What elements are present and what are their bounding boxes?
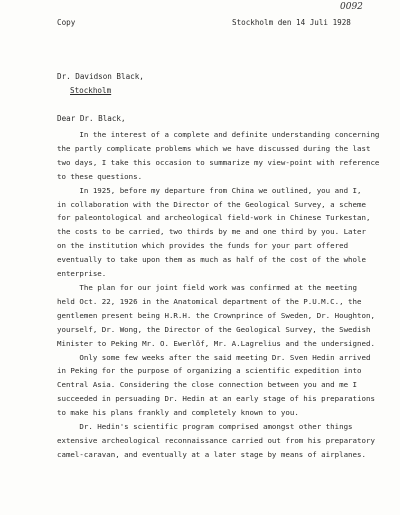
copy-label: Copy xyxy=(57,18,76,27)
date-line: Stockholm den 14 Juli 1928 xyxy=(232,18,351,27)
salutation: Dear Dr. Black, xyxy=(57,114,126,123)
recipient-name: Dr. Davidson Black, xyxy=(57,72,144,81)
handwritten-document-number: 0092 xyxy=(340,2,363,12)
recipient-city: Stockholm xyxy=(70,86,112,95)
letter-body: In the interest of a complete and definite understanding concerning the partly complicate problems which we have discussed during the last two days, I take this occasion to summarize my view-point with reference to these questions. In 1925, before my departure from China we outlined, you and I, in collaboration with the Director of the Geological Survey, a scheme for paleontological and archeological field-work in Chinese Turkestan, the costs to be carried, two thirds by me and one third by you. Later on the institution which provides the funds for your part offered eventually to take upon them as much as half of the cost of the whole enterprise. The plan for our joint field work was confirmed at the meeting held Oct. 22, 1926 in the Anatomical department of the P.U.M.C., the gentlemen present being H.R.H. the Crownprince of Sweden, Dr. Houghton, yourself, Dr. Wong, the Director of the Geological Survey, the Swedish Minister to Peking Mr. O. Ewerlöf, Mr. A.Lagrelius and the undersigned. Only some few weeks after the said meeting Dr. Sven Hedin arrived in Peking for the purpose of organizing a scientific expedition into Central Asia. Considering the close connection between you and me I succeeded in persuading Dr. Hedin at an early stage of his preparations to make his plans frankly and completely known to you. Dr. Hedin's scientific program comprised amongst other things extensive archeological reconnaissance carried out from his preparatory camel-caravan, and eventually at a later stage by means of airplanes. xyxy=(57,130,380,459)
